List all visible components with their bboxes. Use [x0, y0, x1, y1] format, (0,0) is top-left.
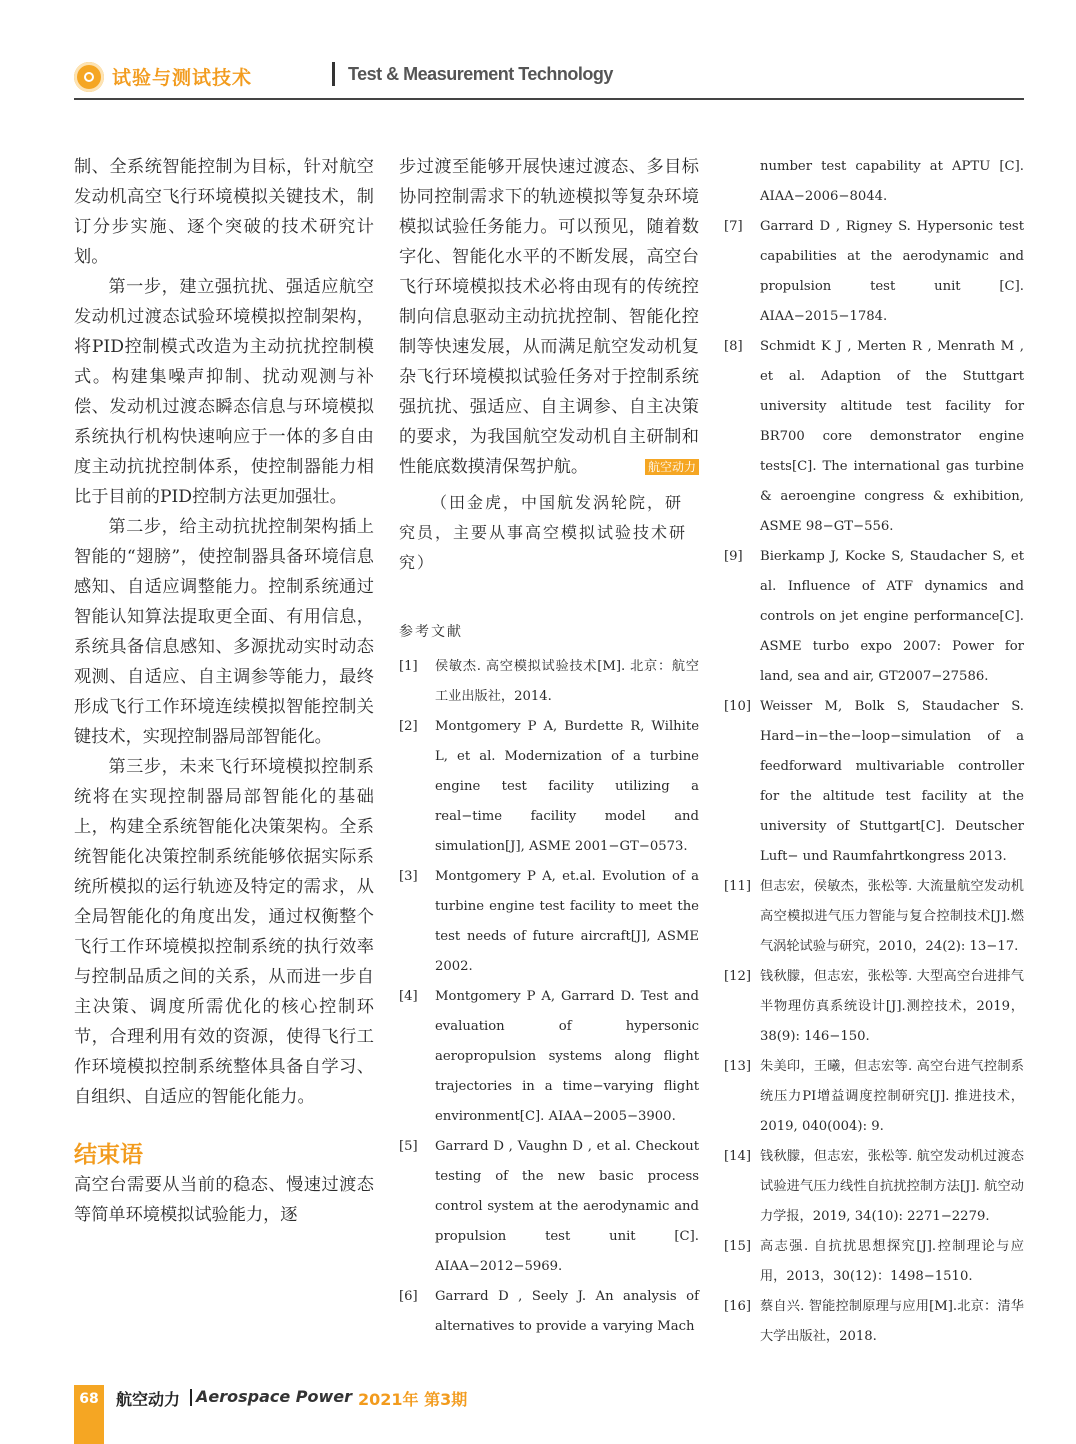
reference-item [724, 1232, 1024, 1292]
reference-number: [7] [724, 219, 743, 234]
paragraph [399, 152, 699, 482]
reference-item [399, 652, 699, 712]
reference-text: 钱秋朦，但志宏，张松等. 航空发动机过渡态试验进气压力线性自抗扰控制方法[J]. 航空动力学报，2019, 34(10): 2271−2279. [760, 1149, 1024, 1224]
reference-item [724, 872, 1024, 962]
paragraph: 第二步，给主动抗扰控制架构插上智能的“翅膀”，使控制器具备环境信息感知、自适应调整能力。控制系统通过智能认知算法提取更全面、有用信息，系统具备信息感知、多源扰动实时动态观测、自适应、自主调参等能力，最终形成飞行工作环境连续模拟智能控制关键技术，实现控制器局部智能化。 [74, 517, 374, 747]
reference-number: [4] [399, 989, 418, 1004]
page-footer [74, 1385, 674, 1444]
reference-number: [3] [399, 869, 418, 884]
reference-item [724, 1052, 1024, 1142]
reference-text: number test capability at APTU [C]. AIAA−2006−8044. [760, 159, 1024, 204]
reference-item [399, 712, 699, 862]
section-title-cn: 试验与测试技术 [112, 67, 253, 89]
reference-item [399, 982, 699, 1132]
reference-number: [5] [399, 1139, 418, 1154]
page-header [74, 58, 1024, 98]
section-title-en: Test & Measurement Technology [348, 64, 613, 84]
reference-number: [16] [724, 1299, 752, 1314]
reference-number: [15] [724, 1239, 752, 1254]
journal-logo-icon [74, 62, 104, 92]
journal-name-cn: 航空动力 [116, 1390, 181, 1409]
reference-item [724, 1142, 1024, 1232]
paragraph: 制、全系统智能控制为目标，针对航空发动机高空飞行环境模拟关键技术，制订分步实施、逐个突破的技术研究计划。 [74, 157, 374, 267]
reference-item [399, 1132, 699, 1282]
reference-text: 侯敏杰. 高空模拟试验技术[M]. 北京：航空工业出版社，2014. [435, 659, 699, 704]
reference-text: 蔡自兴. 智能控制原理与应用[M].北京：清华大学出版社，2018. [760, 1299, 1024, 1344]
reference-text: Schmidt K J , Merten R , Menrath M , et al. Adaption of the Stuttgart university altitude test facility for BR700 core demonstrator engine tests[C]. The international gas turbine & aeroengine congress & exhibition, ASME 98−GT−556. [760, 339, 1024, 534]
reference-number: [13] [724, 1059, 752, 1074]
reference-item [399, 1282, 699, 1342]
reference-item [724, 542, 1024, 692]
end-tag: 航空动力 [645, 459, 699, 475]
reference-text: 但志宏，侯敏杰，张松等. 大流量航空发动机高空模拟进气压力智能与复合控制技术[J].燃气涡轮试验与研究，2010，24(2): 13−17. [760, 879, 1024, 954]
reference-number: [11] [724, 879, 752, 894]
reference-number: [12] [724, 969, 752, 984]
reference-number: [2] [399, 719, 418, 734]
reference-item [724, 212, 1024, 332]
reference-item [399, 862, 699, 982]
reference-text: Garrard D , Seely J. An analysis of alternatives to provide a varying Mach [435, 1289, 699, 1334]
paragraph-text: 步过渡至能够开展快速过渡态、多目标协同控制需求下的轨迹模拟等复杂环境模拟试验任务能力。可以预见，随着数字化、智能化水平的不断发展，高空台飞行环境模拟技术必将由现有的传统控制向信息驱动主动抗扰控制、智能化控制等快速发展，从而满足航空发动机复杂飞行环境模拟试验任务对于控制系统强抗扰、强适应、自主调参、自主决策的要求，为我国航空发动机自主研制和性能底数摸清保驾护航。 [399, 157, 699, 477]
reference-text: Bierkamp J, Kocke S, Staudacher S, et al. Influence of ATF dynamics and controls on jet engine performance[C]. ASME turbo expo 2007: Power for land, sea and air, GT2007−27586. [760, 549, 1024, 684]
paragraph: 第三步，未来飞行环境模拟控制系统将在实现控制器局部智能化的基础上，构建全系统智能化决策架构。全系统智能化决策控制系统能够依据实际系统所模拟的运行轨迹及特定的需求，从全局智能化的角度出发，通过权衡整个飞行工作环境模拟控制系统的执行效率与控制品质之间的关系，从而进一步自主决策、调度所需优化的核心控制环节，合理利用有效的资源，使得飞行工作环境模拟控制系统整体具备自学习、自组织、自适应的智能化能力。 [74, 757, 374, 1107]
paragraph: 第一步，建立强抗扰、强适应航空发动机过渡态试验环境模拟控制架构，将PID控制模式改造为主动抗扰控制模式。构建集噪声抑制、扰动观测与补偿、发动机过渡态瞬态信息与环境模拟系统执行机构快速响应于一体的多自由度主动抗扰控制体系，使控制器能力相比于目前的PID控制方法更加强壮。 [74, 277, 374, 507]
reference-text: Montgomery P A, Garrard D. Test and evaluation of hypersonic aeropropulsion systems along flight trajectories in a time−varying flight environment[C]. AIAA−2005−3900. [435, 989, 699, 1124]
reference-text: Garrard D , Vaughn D , et al. Checkout testing of the new basic process control system at the aerodynamic and propulsion test unit [C]. AIAA−2012−5969. [435, 1139, 699, 1274]
references-heading: 参考文献 [399, 624, 463, 640]
column-1 [74, 152, 374, 1230]
reference-text: Garrard D , Rigney S. Hypersonic test capabilities at the aerodynamic and propulsion test unit [C]. AIAA−2015−1784. [760, 219, 1024, 324]
header-rule [74, 98, 1024, 100]
reference-text: Montgomery P A, et.al. Evolution of a turbine engine test facility to meet the test needs of future aircraft[J], ASME 2002. [435, 869, 699, 974]
page-number: 68 [79, 1391, 99, 1407]
reference-item [724, 692, 1024, 872]
reference-text: Montgomery P A, Burdette R, Wilhite L, et al. Modernization of a turbine engine test facility utilizing a real−time facility model and simulation[J], ASME 2001−GT−0573. [435, 719, 699, 854]
column-3 [724, 152, 1024, 1352]
reference-number: [1] [399, 659, 418, 674]
author-note: （田金虎，中国航发涡轮院，研究员，主要从事高空模拟试验技术研究） [399, 493, 688, 572]
reference-item [724, 962, 1024, 1052]
reference-text: 朱美印，王曦，但志宏等. 高空台进气控制系统压力PI增益调度控制研究[J]. 推进技术，2019, 040(004): 9. [760, 1059, 1024, 1134]
reference-item [724, 1292, 1024, 1352]
reference-number: [10] [724, 699, 752, 714]
conclusion-heading: 结束语 [74, 1142, 143, 1168]
header-divider [332, 62, 335, 86]
reference-item [724, 152, 1024, 212]
reference-number: [6] [399, 1289, 418, 1304]
reference-number: [14] [724, 1149, 752, 1164]
journal-name-en: Aerospace Power [196, 1387, 353, 1406]
footer-divider [190, 1389, 192, 1406]
reference-text: Weisser M, Bolk S, Staudacher S. Hard−in−the−loop−simulation of a feedforward multivariable controller for the altitude test facility at the university of Stuttgart[C]. Deutscher Luft− und Raumfahrtkongress 2013. [760, 699, 1024, 864]
column-2 [399, 152, 699, 1342]
reference-text: 高志强. 自抗扰思想探究[J].控制理论与应用，2013，30(12)：1498−1510. [760, 1239, 1024, 1284]
reference-item [724, 332, 1024, 542]
reference-number: [8] [724, 339, 743, 354]
reference-number: [9] [724, 549, 743, 564]
paragraph: 高空台需要从当前的稳态、慢速过渡态等简单环境模拟试验能力，逐 [74, 1175, 374, 1225]
reference-text: 钱秋朦，但志宏，张松等. 大型高空台进排气半物理仿真系统设计[J].测控技术，2019，38(9): 146−150. [760, 969, 1024, 1044]
references-list-continued [724, 152, 1024, 1352]
references-list [399, 652, 699, 1342]
issue-label: 2021年 第3期 [358, 1390, 468, 1409]
